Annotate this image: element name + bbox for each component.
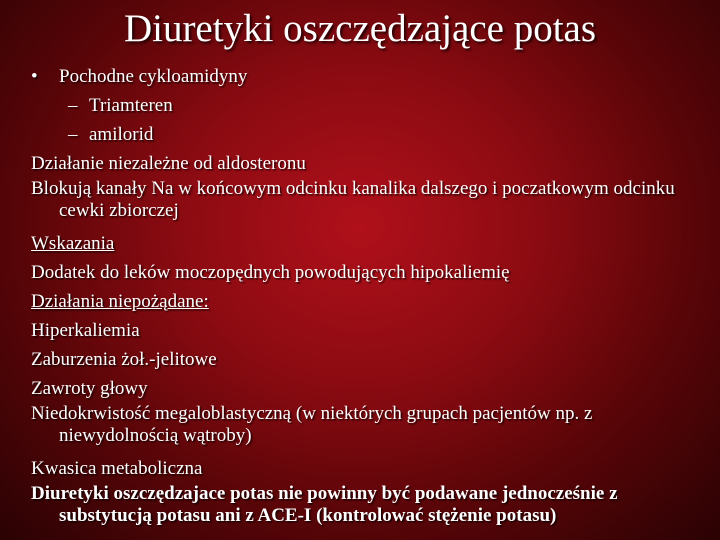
sub-item-triamteren (31, 91, 715, 120)
blocking-line: Blokują kanały Na w końcowym odcinku kanalika dalszego i poczatkowym odcinku cewki zbiorczej (31, 178, 675, 221)
side-effect-hyperkalemia: Hiperkaliemia (31, 320, 140, 341)
side-effect-dizziness: Zawroty głowy (31, 378, 148, 399)
dash-icon: – (68, 95, 78, 116)
slide-body (31, 62, 715, 534)
indication-line: Dodatek do leków moczopędnych powodujących hipokaliemię (31, 262, 510, 283)
bullet-item-text: Pochodne cykloamidyny (59, 66, 248, 87)
bullet-item (31, 62, 715, 91)
action-line: Działanie niezależne od aldosteronu (31, 153, 306, 174)
slide-title: Diuretyki oszczędzające potas (123, 7, 597, 50)
side-effects-heading: Działania niepożądane: (31, 291, 209, 312)
side-effect-anemia: Niedokrwistość megaloblastyczną (w niektórych grupach pacjentów np. z niewydolnością wątroby) (31, 403, 593, 446)
side-effect-acidosis: Kwasica metaboliczna (31, 458, 203, 479)
bullet-icon: • (31, 66, 38, 87)
sub-item-amilorid (31, 120, 715, 149)
dash-icon: – (68, 124, 78, 145)
sub-item-text: Triamteren (89, 95, 173, 116)
side-effect-gi: Zaburzenia żoł.-jelitowe (31, 349, 217, 370)
sub-item-text: amilorid (89, 124, 154, 145)
warning-line: Diuretyki oszczędzajace potas nie powinny być podawane jednocześnie z substytucją potasu ani z ACE-I (kontrolować stężenie potasu) (31, 483, 618, 526)
indications-heading: Wskazania (31, 233, 115, 254)
